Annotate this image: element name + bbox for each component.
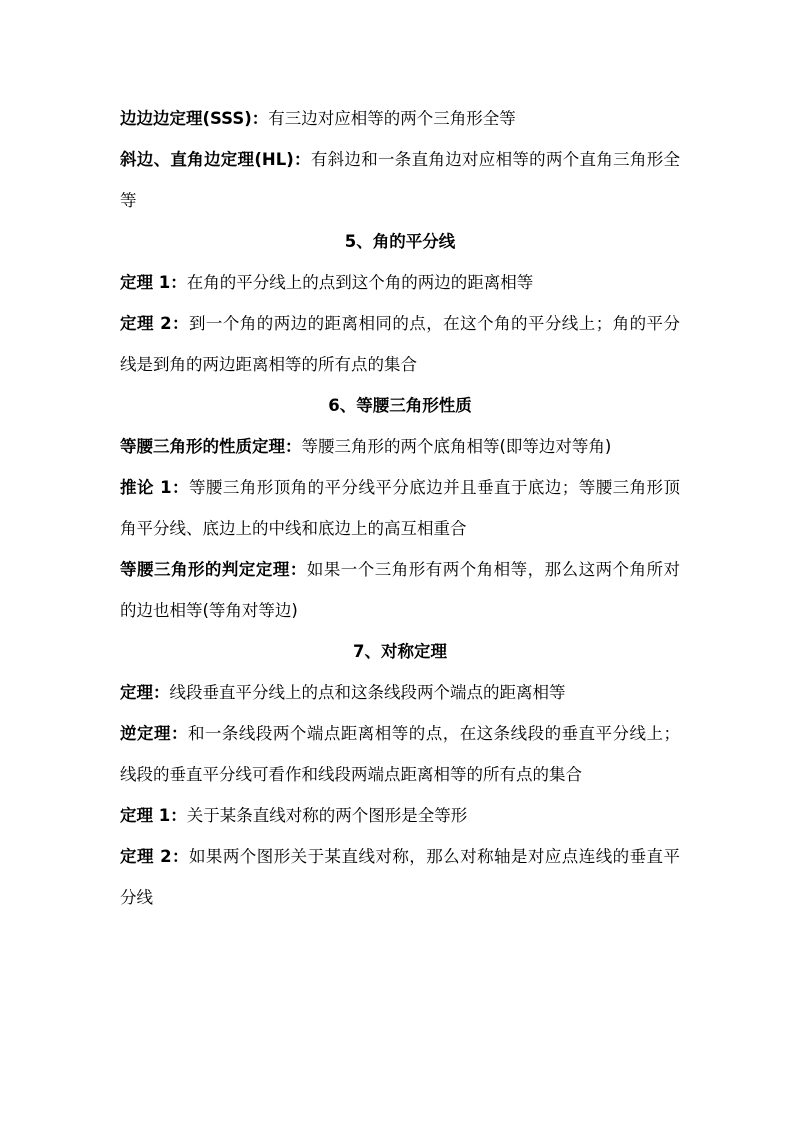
paragraph-bisector-theorem-1 xyxy=(120,262,680,303)
term-label: 斜边、直角边定理(HL)： xyxy=(120,150,311,169)
term-text: 等腰三角形顶角的平分线平分底边并且垂直于底边；等腰三角形顶角平分线、底边上的中线和底边上的高互相重合 xyxy=(120,478,680,538)
term-label: 定理 1： xyxy=(120,273,187,292)
paragraph-symmetry-theorem xyxy=(120,672,680,713)
term-text: 等腰三角形的两个底角相等(即等边对等角) xyxy=(301,437,612,456)
term-text: 和一条线段两个端点距离相等的点，在这条线段的垂直平分线上；线段的垂直平分线可看作和线段两端点距离相等的所有点的集合 xyxy=(120,724,680,784)
term-text: 关于某条直线对称的两个图形是全等形 xyxy=(186,806,468,825)
paragraph-symmetry-converse xyxy=(120,713,680,795)
paragraph-isosceles-criterion xyxy=(120,549,680,631)
term-text: 到一个角的两边的距离相同的点，在这个角的平分线上；角的平分线是到角的两边距离相等的所有点的集合 xyxy=(120,314,680,374)
paragraph-bisector-theorem-2 xyxy=(120,303,680,385)
term-label: 等腰三角形的判定定理： xyxy=(120,560,307,579)
term-label: 逆定理： xyxy=(120,724,188,743)
section-heading-isosceles: 6、等腰三角形性质 xyxy=(328,396,472,415)
paragraph-isosceles-property xyxy=(120,426,680,467)
term-label: 定理 1： xyxy=(120,806,187,825)
paragraph-symmetry-theorem-1 xyxy=(120,795,680,836)
term-text: 线段垂直平分线上的点和这条线段两个端点的距离相等 xyxy=(169,683,566,702)
term-text: 如果两个图形关于某直线对称，那么对称轴是对应点连线的垂直平分线 xyxy=(120,847,680,907)
term-text: 有三边对应相等的两个三角形全等 xyxy=(268,109,516,128)
term-label: 边边边定理(SSS)： xyxy=(120,109,269,128)
document-body xyxy=(120,98,680,918)
term-text: 在角的平分线上的点到这个角的两边的距离相等 xyxy=(186,273,534,292)
paragraph-hl xyxy=(120,139,680,221)
term-text: 有斜边和一条直角边对应相等的两个直角三角形全等 xyxy=(120,150,681,210)
term-label: 推论 1： xyxy=(120,478,189,497)
paragraph-symmetry-theorem-2 xyxy=(120,836,680,918)
paragraph-sss xyxy=(120,98,680,139)
section-heading-symmetry: 7、对称定理 xyxy=(353,642,447,661)
term-label: 定理 2： xyxy=(120,314,189,333)
term-label: 定理： xyxy=(120,683,170,702)
term-text: 如果一个三角形有两个角相等，那么这两个角所对的边也相等(等角对等边) xyxy=(120,560,680,620)
term-label: 定理 2： xyxy=(120,847,189,866)
paragraph-isosceles-corollary-1 xyxy=(120,467,680,549)
term-label: 等腰三角形的性质定理： xyxy=(120,437,302,456)
section-heading-angle-bisector: 5、角的平分线 xyxy=(344,232,456,251)
